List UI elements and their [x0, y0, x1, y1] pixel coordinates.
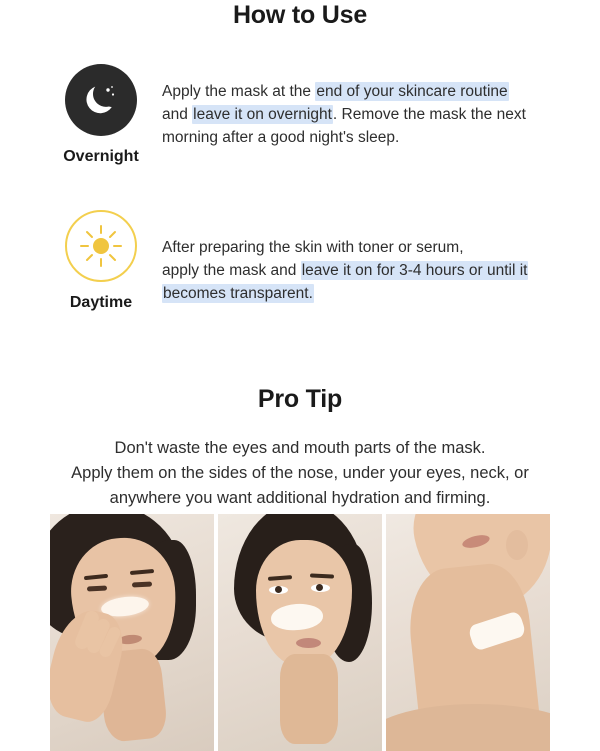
pro-tip-line2: Apply them on the sides of the nose, under your eyes, neck, or — [71, 464, 529, 482]
daytime-highlight-2: becomes transparent. — [163, 285, 313, 302]
overnight-instruction-text — [162, 64, 570, 149]
photo-gallery — [50, 514, 550, 751]
how-to-use-title: How to Use — [232, 1, 368, 29]
sun-icon — [65, 210, 137, 282]
daytime-label: Daytime — [69, 294, 133, 311]
photo-woman-applying-patch-under-eye — [50, 514, 214, 751]
overnight-line2-pre: and — [162, 106, 193, 123]
overnight-label: Overnight — [63, 148, 139, 165]
daytime-line2-pre: apply the mask and — [162, 262, 301, 279]
photo-woman-with-patch-on-cheek — [218, 514, 382, 751]
moon-icon — [65, 64, 137, 136]
usage-step-overnight — [0, 64, 600, 166]
overnight-highlight-1: end of your skincare routine — [316, 83, 508, 100]
pro-tip-line1: Don't waste the eyes and mouth parts of the mask. — [114, 439, 486, 457]
pro-tip-line3: anywhere you want additional hydration and firming. — [109, 489, 491, 507]
daytime-highlight-1: leave it on for 3-4 hours or until it — [301, 262, 528, 279]
pro-tip-title: Pro Tip — [257, 385, 343, 413]
daytime-instruction-text — [162, 210, 570, 305]
usage-step-daytime — [0, 210, 600, 312]
overnight-highlight-2: leave it on overnight — [193, 106, 332, 123]
overnight-line2-post: . Remove the mask the next — [332, 106, 526, 123]
daytime-icon-column — [40, 210, 162, 312]
daytime-line1: After preparing the skin with toner or serum, — [162, 239, 464, 256]
overnight-icon-column — [40, 64, 162, 166]
pro-tip-text — [0, 436, 600, 511]
overnight-line1-pre: Apply the mask at the — [162, 83, 316, 100]
photo-woman-with-patch-on-neck — [386, 514, 550, 751]
overnight-line3: morning after a good night's sleep. — [162, 129, 400, 146]
